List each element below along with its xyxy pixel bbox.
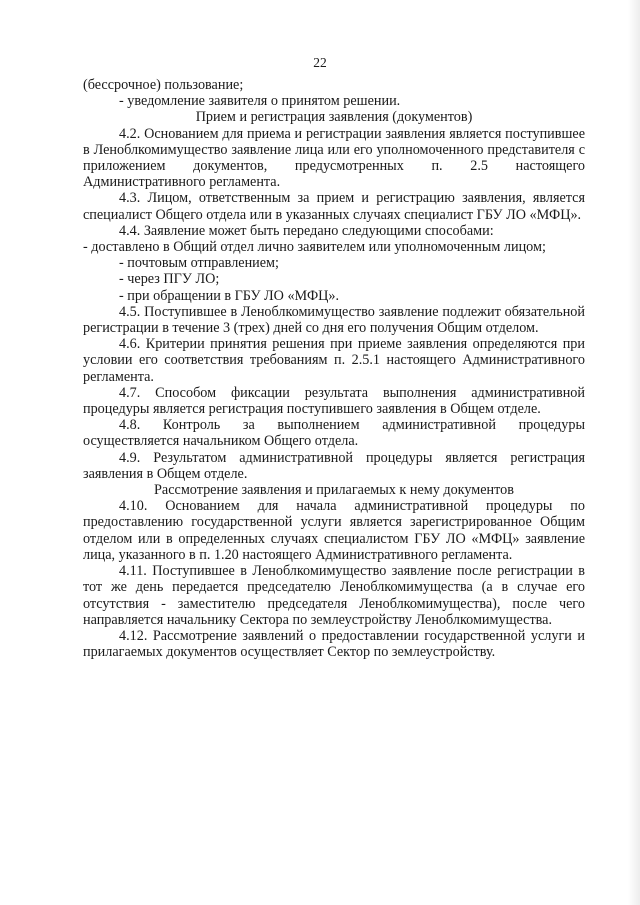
paragraph-4-7: 4.7. Способом фиксации результата выполнения административной процедуры является регистрация поступившего заявления в Общем отделе.	[83, 384, 585, 418]
paragraph-4-10: 4.10. Основанием для начала административной процедуры по предоставлению государственной услуги является зарегистрированное Общим отделом или в определенных случаях специалистом ГБУ ЛО «МФЦ» заявление лица, указанного в п. 1.20 настоящего Административного регламента.	[83, 498, 585, 563]
paragraph-4-6: 4.6. Критерии принятия решения при приеме заявления определяются при условии его соответствия требованиям п. 2.5.1 настоящего Административного регламента.	[83, 336, 585, 385]
text-line-continuation: (бессрочное) пользование;	[83, 77, 244, 93]
paragraph-4-11: 4.11. Поступившее в Леноблкомимущество заявление после регистрации в тот же день передается председателю Леноблкомимущества (а в случае его отсутствия - заместителю председателя Леноблкомимущества), после чего направляется начальнику Сектора по землеустройству Леноблкомимущества.	[83, 563, 585, 628]
document-body	[83, 77, 585, 660]
section-heading-reception: Прием и регистрация заявления (документов)	[195, 109, 473, 126]
list-item-delivery-in-person: - доставлено в Общий отдел лично заявителем или уполномоченным лицом;	[83, 239, 546, 256]
paragraph-4-8: 4.8. Контроль за выполнением административной процедуры осуществляется начальником Общего отдела.	[83, 417, 585, 450]
list-item-notification: - уведомление заявителя о принятом решении.	[119, 93, 401, 110]
list-item-post: - почтовым отправлением;	[119, 255, 279, 272]
paragraph-4-3: 4.3. Лицом, ответственным за прием и регистрацию заявления, является специалист Общего отдела или в указанных случаях специалист ГБУ ЛО «МФЦ».	[83, 190, 585, 223]
paragraph-4-5: 4.5. Поступившее в Леноблкомимущество заявление подлежит обязательной регистрации в течение 3 (трех) дней со дня его получения Общим отделом.	[83, 303, 585, 337]
page-number: 22	[313, 55, 327, 70]
list-item-mfc: - при обращении в ГБУ ЛО «МФЦ».	[119, 287, 340, 304]
page-edge-shadow	[628, 0, 640, 905]
paragraph-4-9: 4.9. Результатом административной процедуры является регистрация заявления в Общем отделе.	[83, 449, 585, 482]
section-heading-review: Рассмотрение заявления и прилагаемых к нему документов	[154, 482, 514, 499]
paragraph-4-2: 4.2. Основанием для приема и регистрации заявления является поступившее в Леноблкомимущество заявление лица или его уполномоченного представителя с приложением документов, предусмотренных п. 2.5 настоящего Административного регламента.	[83, 125, 585, 191]
paragraph-4-12: 4.12. Рассмотрение заявлений о предоставлении государственной услуги и прилагаемых документов осуществляет Сектор по землеустройству.	[83, 627, 585, 661]
list-item-pgu: - через ПГУ ЛО;	[119, 271, 220, 288]
paragraph-4-4: 4.4. Заявление может быть передано следующими способами:	[119, 222, 494, 239]
